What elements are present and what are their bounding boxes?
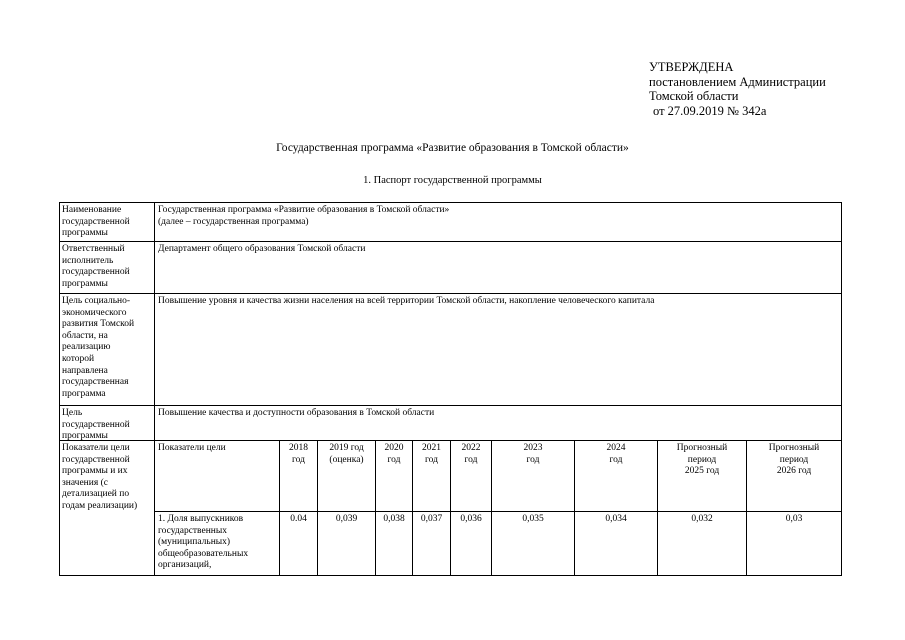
header-line: 2022 bbox=[461, 443, 481, 453]
header-year-2023 bbox=[492, 443, 574, 466]
label-line: развития Томской bbox=[62, 319, 135, 330]
table-rule bbox=[59, 405, 842, 406]
header-line: (оценка) bbox=[329, 454, 364, 465]
value-line: Государственная программа «Развитие образования в Томской области» bbox=[158, 205, 450, 215]
table-rule bbox=[59, 241, 842, 242]
label-line: Цель bbox=[62, 408, 83, 418]
label-line: экономического bbox=[62, 307, 127, 318]
approval-line: Томской области bbox=[649, 89, 739, 103]
table-rule bbox=[154, 202, 155, 576]
approval-stamp bbox=[649, 60, 826, 118]
passport-table bbox=[59, 202, 842, 576]
indicator-line: общеобразовательных bbox=[158, 548, 249, 559]
label-line: Показатели цели bbox=[62, 443, 130, 453]
header-line: год bbox=[609, 454, 623, 465]
header-line: период bbox=[779, 454, 809, 465]
label-line: области, на bbox=[62, 330, 108, 341]
value-2022: 0,036 bbox=[460, 514, 482, 524]
label-line: детализацией по bbox=[62, 489, 130, 500]
value-2024: 0,034 bbox=[605, 514, 627, 524]
label-line: программа bbox=[62, 388, 106, 399]
header-year-2024 bbox=[575, 443, 657, 466]
header-indicator-name: Показатели цели bbox=[158, 443, 226, 453]
label-line: государственной bbox=[62, 267, 130, 278]
row-label-goal bbox=[62, 408, 130, 443]
header-year-2018 bbox=[280, 443, 317, 466]
approval-line: постановлением Администрации bbox=[649, 74, 826, 89]
header-line: 2019 год bbox=[329, 443, 364, 453]
section-title: 1. Паспорт государственной программы bbox=[363, 175, 542, 186]
header-line: период bbox=[687, 454, 717, 465]
value-2021: 0,037 bbox=[420, 514, 443, 524]
header-line: 2025 год bbox=[684, 466, 720, 477]
label-line: Цель социально- bbox=[62, 296, 131, 306]
document-title: Государственная программа «Развитие образования в Томской области» bbox=[276, 142, 629, 154]
row-value-goal: Повышение качества и доступности образования в Томской области bbox=[158, 408, 435, 418]
header-year-2021 bbox=[413, 443, 450, 466]
label-line: программы и их bbox=[62, 466, 128, 477]
label-line: государственной bbox=[62, 419, 130, 430]
value-2023: 0,035 bbox=[522, 514, 544, 524]
label-line: исполнитель bbox=[62, 255, 114, 266]
label-line: государственной bbox=[62, 454, 130, 465]
value-2019: 0,039 bbox=[335, 514, 358, 524]
label-line: Наименование bbox=[62, 205, 122, 215]
value-2020: 0,038 bbox=[383, 514, 405, 524]
row-label-executor bbox=[62, 244, 130, 290]
indicator-line: государственных bbox=[158, 525, 228, 536]
indicator-line: организаций, bbox=[158, 560, 212, 571]
table-rule bbox=[59, 293, 842, 294]
value-2025: 0,032 bbox=[691, 514, 713, 524]
header-line: 2018 bbox=[289, 443, 308, 453]
indicator-line: 1. Доля выпускников bbox=[158, 514, 244, 524]
indicator-name bbox=[158, 514, 248, 572]
header-line: Прогнозный bbox=[768, 443, 820, 453]
header-forecast-2025 bbox=[658, 443, 746, 478]
header-year-2022 bbox=[451, 443, 491, 466]
row-label-name bbox=[62, 205, 130, 240]
row-value-social-goal: Повышение уровня и качества жизни населения на всей территории Томской области, накопление человеческого капитала bbox=[158, 296, 655, 306]
approval-date: от 27.09.2019 № 342а bbox=[653, 103, 767, 118]
header-line: год bbox=[387, 454, 401, 465]
label-line: годам реализации) bbox=[62, 500, 138, 511]
table-rule bbox=[154, 511, 842, 512]
indicator-line: (муниципальных) bbox=[158, 537, 231, 548]
table-rule bbox=[841, 202, 842, 576]
header-line: год bbox=[425, 454, 438, 465]
header-line: 2021 bbox=[422, 443, 441, 453]
label-line: программы bbox=[62, 278, 108, 289]
header-line: год bbox=[464, 454, 478, 465]
table-rule bbox=[59, 202, 842, 203]
header-line: год bbox=[526, 454, 540, 465]
label-line: Ответственный bbox=[62, 244, 125, 254]
label-line: значения (с bbox=[62, 477, 108, 488]
header-line: 2020 bbox=[384, 443, 404, 453]
value-2026: 0,03 bbox=[785, 514, 803, 524]
label-line: программы bbox=[62, 431, 108, 442]
value-2018: 0.04 bbox=[290, 514, 307, 524]
approval-title: УТВЕРЖДЕНА bbox=[649, 60, 734, 74]
header-line: год bbox=[292, 454, 305, 465]
header-line: Прогнозный bbox=[676, 443, 728, 453]
header-line: 2024 bbox=[606, 443, 626, 453]
header-year-2019 bbox=[318, 443, 375, 466]
label-line: которой bbox=[62, 353, 95, 364]
label-line: программы bbox=[62, 228, 108, 239]
row-label-indicators bbox=[62, 443, 137, 513]
label-line: направлена bbox=[62, 365, 108, 376]
header-line: 2026 год bbox=[776, 466, 812, 477]
row-label-social-goal bbox=[62, 296, 134, 400]
value-line: (далее – государственная программа) bbox=[158, 216, 309, 227]
row-value-executor: Департамент общего образования Томской области bbox=[158, 244, 366, 254]
header-forecast-2026 bbox=[747, 443, 841, 478]
label-line: государственной bbox=[62, 216, 130, 227]
header-line: 2023 bbox=[523, 443, 543, 453]
label-line: реализацию bbox=[62, 342, 111, 353]
label-line: государственная bbox=[62, 377, 129, 388]
row-value-name bbox=[158, 205, 449, 228]
header-year-2020 bbox=[376, 443, 412, 466]
table-rule bbox=[59, 202, 60, 576]
